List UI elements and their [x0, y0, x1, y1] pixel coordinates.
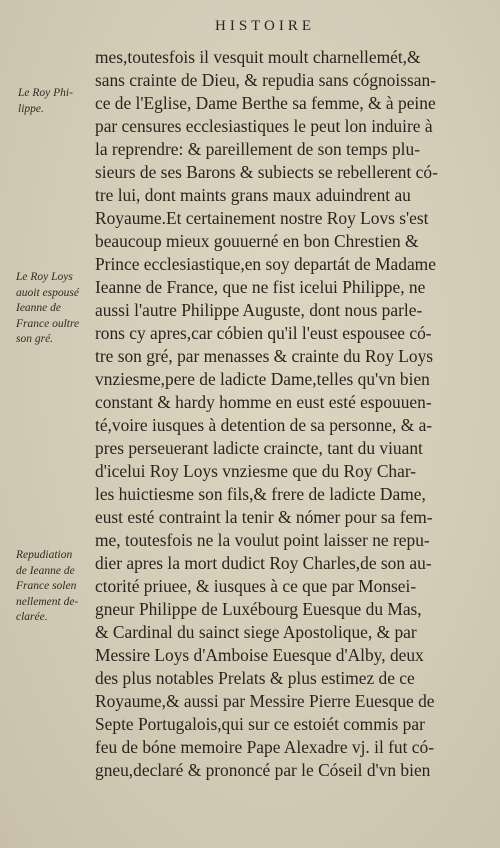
text-line: aussi l'autre Philippe Auguste, dont nous parle-	[95, 300, 423, 320]
text-line: feu de bóne memoire Pape Alexadre vj. il fut có-	[95, 737, 434, 757]
text-line: Royaume.Et certainement nostre Roy Lovs s'est	[95, 208, 429, 228]
margin-note-line: Repudiation	[16, 549, 73, 561]
margin-note-line: son gré.	[16, 333, 54, 345]
margin-note-roy-loys	[16, 270, 98, 348]
text-line: des plus notables Prelats & plus estimez de ce	[95, 668, 415, 688]
text-line: Royaume,& aussi par Messire Pierre Euesque de	[95, 691, 435, 711]
margin-note-line: clarée.	[16, 611, 48, 623]
margin-note-roy-philippe	[18, 86, 100, 117]
text-line: té,voire iusques à detention de sa personne, & a-	[95, 415, 433, 435]
text-line: Ieanne de France, que ne fist icelui Philippe, ne	[95, 277, 426, 297]
text-line: gneur Philippe de Luxébourg Euesque du Mas,	[95, 599, 422, 619]
text-line: me, toutesfois ne la voulut point laisser ne repu-	[95, 530, 430, 550]
margin-note-line: Le Roy Phi-	[18, 87, 73, 99]
text-line: ce de l'Eglise, Dame Berthe sa femme, & à peine	[95, 93, 436, 113]
margin-note-line: France solen	[16, 580, 77, 592]
main-text-column	[95, 46, 465, 782]
text-line: ctorité priuee, & iusques à ce que par Monsei-	[95, 576, 417, 596]
margin-note-line: auoit espousé	[16, 286, 79, 299]
text-line: par censures ecclesiastiques le peut lon induire à	[95, 116, 433, 136]
text-line: tre lui, dont maints grans maux aduindrent au	[95, 185, 411, 205]
text-line: vnziesme,pere de ladicte Dame,telles qu'vn bien	[95, 369, 430, 389]
text-line: Prince ecclesiastique,en soy departát de Madame	[95, 254, 436, 274]
text-line: sans crainte de Dieu, & repudia sans cógnoissan-	[95, 70, 436, 90]
text-line: dier apres la mort dudict Roy Charles,de son au-	[95, 553, 432, 573]
margin-note-line: nellement de-	[16, 595, 79, 608]
text-line: d'icelui Roy Loys vnziesme que du Roy Char-	[95, 461, 417, 481]
text-line: gneu,declaré & prononcé par le Cóseil d'vn bien	[95, 760, 431, 780]
text-line: & Cardinal du sainct siege Apostolique, & par	[95, 622, 417, 642]
text-line: les huictiesme son fils,& frere de ladicte Dame,	[95, 484, 426, 504]
text-line: beaucoup mieux gouuerné en bon Chrestien &	[95, 231, 419, 251]
text-line: tre son gré, par menasses & crainte du Roy Loys	[95, 346, 434, 366]
margin-note-line: Le Roy Loys	[16, 271, 73, 283]
margin-note-line: France oultre	[16, 317, 80, 330]
margin-note-repudiation	[16, 548, 98, 626]
running-head: HISTOIRE	[215, 18, 316, 34]
text-line: pres perseuerant ladicte craincte, tant du viuant	[95, 438, 423, 458]
text-line: constant & hardy homme en eust esté espouuen-	[95, 392, 432, 412]
text-line: eust esté contraint la tenir & nómer pour sa fem-	[95, 507, 433, 527]
text-line: mes,toutesfois il vesquit moult charnellemét,&	[95, 47, 421, 67]
margin-note-line: Ieanne de	[16, 302, 62, 314]
margin-note-line: lippe.	[18, 102, 44, 115]
text-line: la reprendre: & pareillement de son temps plu-	[95, 139, 420, 159]
margin-note-line: de Ieanne de	[16, 564, 75, 577]
text-line: rons cy apres,car cóbien qu'il l'eust espousee có-	[95, 323, 432, 343]
text-line: Messire Loys d'Amboise Euesque d'Alby, deux	[95, 645, 424, 665]
text-line: sieurs de ses Barons & subiects se rebellerent có-	[95, 162, 438, 182]
text-line: Septe Portugalois,qui sur ce estoiét commis par	[95, 714, 425, 734]
